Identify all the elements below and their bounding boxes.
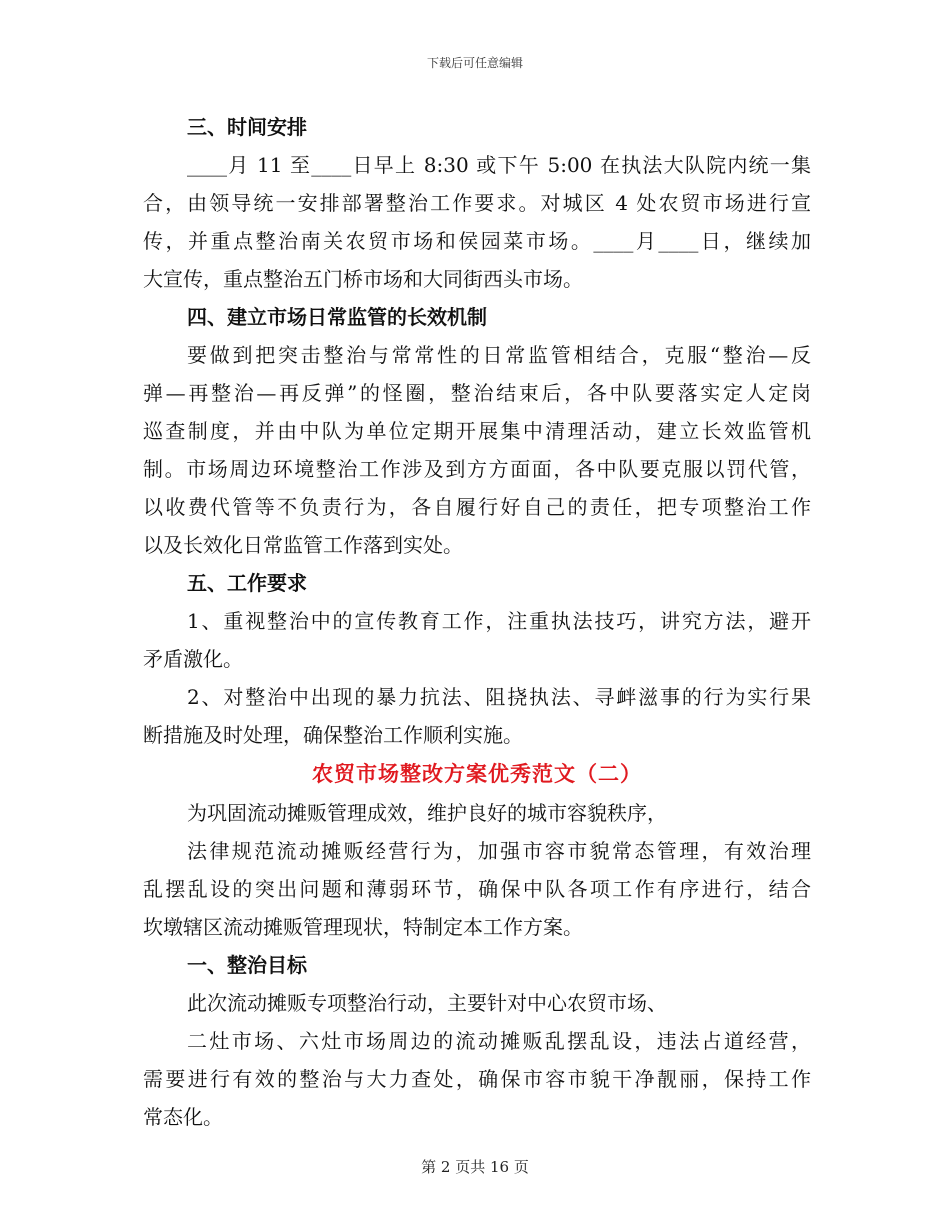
paragraph-line: 以及长效化日常监管工作落到实处。 (143, 533, 463, 557)
paragraph-line: ____月 11 至____日早上 8:30 或下午 5:00 在执法大队院内统一集 (187, 153, 811, 177)
paragraph-line: 传，并重点整治南关农贸市场和侯园菜市场。____月____日，继续加 (143, 229, 811, 253)
paragraph-line: 为巩固流动摊贩管理成效，维护良好的城市容貌秩序， (187, 801, 667, 825)
list-item-line: 断措施及时处理，确保整治工作顺利实施。 (143, 723, 523, 747)
paragraph-line: 以收费代管等不负责行为，各自履行好自己的责任，把专项整治工作 (143, 495, 811, 519)
list-item-line: 矛盾激化。 (143, 647, 243, 671)
page-number: 第 2 页共 16 页 (421, 1158, 529, 1176)
section-heading-mechanism: 四、建立市场日常监管的长效机制 (187, 305, 487, 329)
section-heading-schedule: 三、时间安排 (187, 115, 307, 139)
paragraph-line: 法律规范流动摊贩经营行为，加强市容市貌常态管理，有效治理 (187, 839, 811, 863)
list-item-line: 2、对整治中出现的暴力抗法、阻挠执法、寻衅滋事的行为实行果 (187, 685, 811, 709)
document-body (143, 108, 811, 1136)
paragraph-line: 大宣传，重点整治五门桥市场和大同街西头市场。 (143, 267, 583, 291)
paragraph-line: 二灶市场、六灶市场周边的流动摊贩乱摆乱设，违法占道经营， (187, 1029, 811, 1053)
paragraph-line: 合，由领导统一安排部署整治工作要求。对城区 4 处农贸市场进行宣 (143, 191, 811, 215)
paragraph-line: 需要进行有效的整治与大力查处，确保市容市貌干净靓丽，保持工作 (143, 1067, 811, 1091)
paragraph-line: 弹—再整治—再反弹”的怪圈，整治结束后，各中队要落实定人定岗 (143, 381, 811, 405)
list-item-line: 1、重视整治中的宣传教育工作，注重执法技巧，讲究方法，避开 (187, 609, 811, 633)
paragraph-line: 常态化。 (143, 1105, 223, 1129)
paragraph-line: 巡查制度，并由中队为单位定期开展集中清理活动，建立长效监管机 (143, 419, 811, 443)
paragraph-line: 此次流动摊贩专项整治行动，主要针对中心农贸市场、 (187, 991, 667, 1015)
paragraph-line: 坎墩辖区流动摊贩管理现状，特制定本工作方案。 (143, 915, 583, 939)
paragraph-line: 要做到把突击整治与常常性的日常监管相结合，克服“整治—反 (187, 343, 811, 367)
paragraph-line: 制。市场周边环境整治工作涉及到方方面面，各中队要克服以罚代管， (143, 457, 811, 481)
paragraph-line: 乱摆乱设的突出问题和薄弱环节，确保中队各项工作有序进行，结合 (143, 877, 811, 901)
section-heading-goals: 一、整治目标 (187, 953, 307, 977)
document-title-part2: 农贸市场整改方案优秀范文（二） (312, 761, 642, 786)
page-header-note: 下载后可任意编辑 (426, 56, 523, 70)
section-heading-requirements: 五、工作要求 (187, 571, 307, 595)
